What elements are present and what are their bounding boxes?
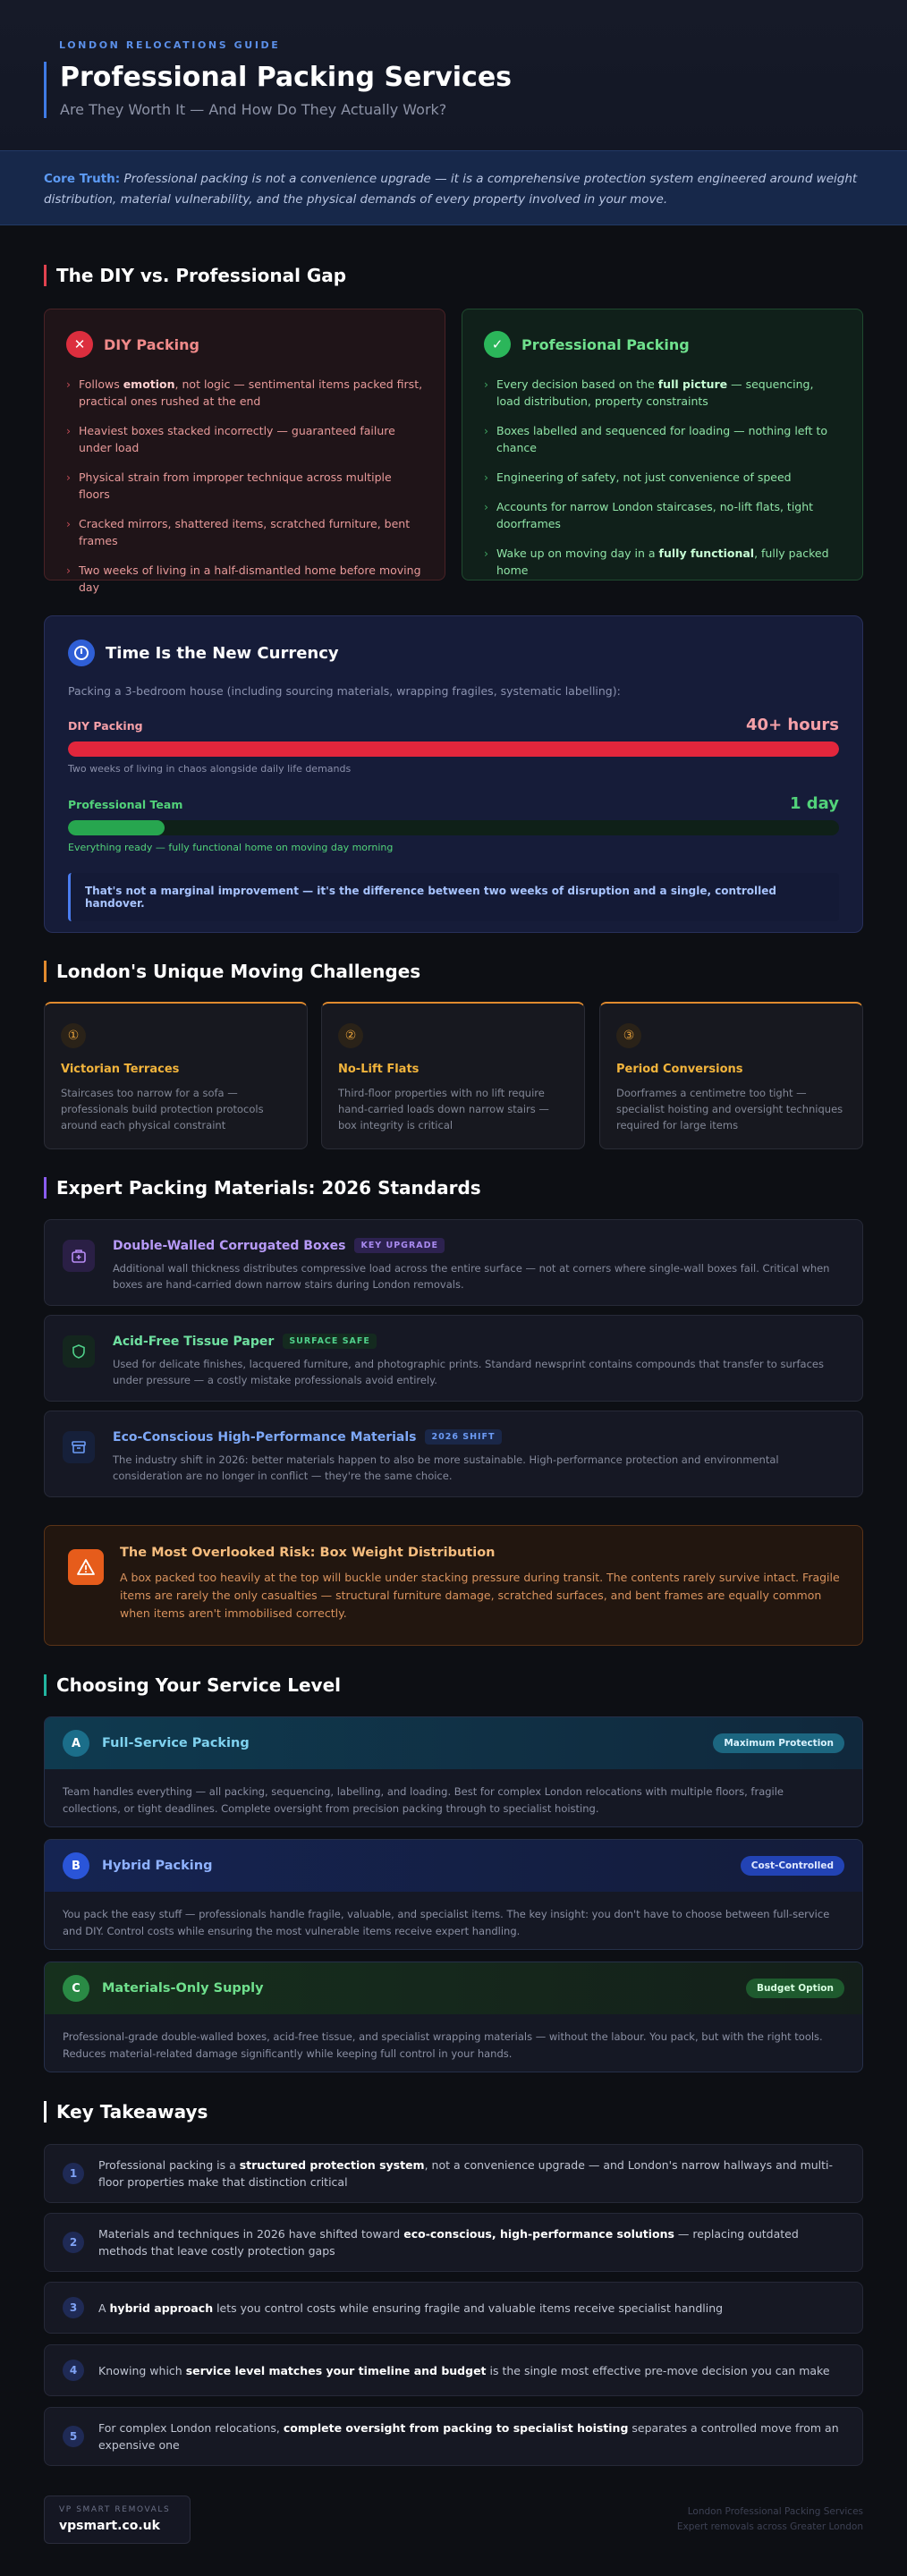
footer-tagline <box>677 2504 863 2535</box>
risk-callout <box>44 1525 863 1646</box>
challenge-text: Third-floor properties with no lift require hand-carried loads down narrow stairs — box integrity is critical <box>338 1087 549 1131</box>
diy-time-bar <box>68 716 839 775</box>
pro-time-note: Everything ready — fully functional home on moving day morning <box>68 842 394 853</box>
material-text: The industry shift in 2026: better materials happen to also be more sustainable. High-performance protection and environmental consideration are no longer in conflict — they're the same choice. <box>113 1453 779 1482</box>
service-title: Full-Service Packing <box>102 1736 250 1750</box>
service-pill: Maximum Protection <box>713 1733 844 1753</box>
hero-header <box>0 0 907 150</box>
footer-tagline-1: London Professional Packing Services <box>687 2506 863 2517</box>
section-title-service: Choosing Your Service Level <box>44 1674 341 1696</box>
pro-time-value: 1 day <box>789 794 839 813</box>
takeaway-number: 3 <box>63 2297 84 2318</box>
service-letter: B <box>63 1852 89 1879</box>
service-level-c <box>44 1962 863 2072</box>
material-badge: SURFACE SAFE <box>283 1334 377 1349</box>
diy-list-item: › Heaviest boxes stacked incorrectly — guaranteed failure under load <box>66 422 423 456</box>
material-badge: 2026 SHIFT <box>425 1429 501 1445</box>
service-text: You pack the easy stuff — professionals handle fragile, valuable, and specialist items. The key insight: you don't have to choose between full-service and DIY. Control costs while ensuring the most vulnerable items receive expert handling. <box>63 1908 830 1937</box>
time-card <box>44 615 863 933</box>
x-icon: ✕ <box>66 331 93 358</box>
archive-icon <box>63 1431 95 1463</box>
time-title: Time Is the New Currency <box>106 643 339 663</box>
material-title: Acid-Free Tissue Paper <box>113 1334 275 1349</box>
takeaway-number: 2 <box>63 2232 84 2253</box>
footer-tagline-2: Expert removals across Greater London <box>676 2521 863 2532</box>
challenge-card <box>599 1002 863 1149</box>
service-pill: Budget Option <box>746 1979 844 1998</box>
core-truth-label: Core Truth: <box>44 172 121 186</box>
page-title: Professional Packing Services <box>60 62 513 93</box>
challenge-text: Staircases too narrow for a sofa — professionals build protection protocols around each physical constraint <box>61 1087 264 1131</box>
diy-list-item: › Cracked mirrors, shattered items, scratched furniture, bent frames <box>66 515 423 549</box>
takeaway-item <box>44 2213 863 2272</box>
diy-time-label: DIY Packing <box>68 719 143 733</box>
service-letter: A <box>63 1730 89 1757</box>
takeaway-number: 1 <box>63 2163 84 2184</box>
service-text: Team handles everything — all packing, sequencing, labelling, and loading. Best for complex London relocations with multiple floors, fragile collections, or tight deadlines. Complete oversight from precision packing through to specialist hoisting. <box>63 1785 784 1815</box>
pro-list-item: › Boxes labelled and sequenced for loading — nothing left to chance <box>484 422 841 456</box>
pro-list <box>484 376 841 579</box>
takeaway-text: Professional packing is a structured protection system, not a convenience upgrade — and London's narrow hallways and multi-floor properties make that distinction critical <box>98 2158 834 2189</box>
title-block <box>44 62 863 118</box>
pro-list-item: › Engineering of safety, not just convenience of speed <box>484 469 841 486</box>
takeaway-text: Materials and techniques in 2026 have shifted toward eco-conscious, high-performance solutions — replacing outdated methods that leave costly protection gaps <box>98 2227 799 2258</box>
diy-card <box>44 309 445 594</box>
diy-list-item: › Two weeks of living in a half-dismantled home before moving day <box>66 562 423 596</box>
footer-brand-name: VP SMART REMOVALS <box>59 2505 171 2514</box>
diy-list-item: › Physical strain from improper technique across multiple floors <box>66 469 423 503</box>
material-card <box>44 1315 863 1402</box>
challenge-title: Period Conversions <box>616 1063 743 1076</box>
material-title: Double-Walled Corrugated Boxes <box>113 1238 346 1253</box>
takeaway-text: A hybrid approach lets you control costs while ensuring fragile and valuable items receive specialist handling <box>98 2301 724 2315</box>
pro-list-item: › Accounts for narrow London staircases, no-lift flats, tight doorframes <box>484 498 841 532</box>
service-pill: Cost-Controlled <box>741 1856 844 1876</box>
pro-card <box>462 309 863 580</box>
check-icon: ✓ <box>484 331 511 358</box>
challenge-number: ② <box>338 1023 363 1048</box>
challenge-text: Doorframes a centimetre too tight — specialist hoisting and oversight techniques required for large items <box>616 1087 843 1131</box>
warning-icon <box>68 1549 104 1585</box>
takeaway-text: Knowing which service level matches your timeline and budget is the single most effective pre-move decision you can make <box>98 2363 830 2377</box>
challenge-number: ③ <box>616 1023 641 1048</box>
service-level-b <box>44 1839 863 1950</box>
diy-time-note: Two weeks of living in chaos alongside daily life demands <box>68 763 352 775</box>
challenge-card <box>44 1002 308 1149</box>
time-intro: Packing a 3-bedroom house (including sourcing materials, wrapping fragiles, systematic labelling): <box>68 684 621 698</box>
diy-heading: DIY Packing <box>104 335 199 353</box>
risk-text: A box packed too heavily at the top will buckle under stacking pressure during transit. The contents rarely survive intact. Fragile items are rarely the only casualties — structural furniture damage, scratched surfaces, and bent frames are equally common when items aren't immobilised correctly. <box>120 1571 840 1620</box>
shield-icon <box>63 1335 95 1368</box>
pro-list-item: › Wake up on moving day in a fully functional, fully packed home <box>484 545 841 579</box>
diy-bar-fill <box>68 741 839 757</box>
diy-list-item: › Follows emotion, not logic — sentimental items packed first, practical ones rushed at the end <box>66 376 423 410</box>
diy-time-value: 40+ hours <box>746 716 839 734</box>
material-badge: KEY UPGRADE <box>354 1238 445 1253</box>
service-title: Materials-Only Supply <box>102 1981 264 1996</box>
takeaway-item <box>44 2407 863 2466</box>
material-text: Additional wall thickness distributes compressive load across the entire surface — not at corners where single-wall boxes fail. Critical when boxes are hand-carried down narrow stairs during London removals. <box>113 1262 830 1291</box>
section-title-london: London's Unique Moving Challenges <box>44 961 420 982</box>
clock-icon <box>68 640 95 666</box>
pro-list-item: › Every decision based on the full picture — sequencing, load distribution, property constraints <box>484 376 841 410</box>
challenge-title: No-Lift Flats <box>338 1063 420 1076</box>
footer-url[interactable]: vpsmart.co.uk <box>59 2519 160 2533</box>
takeaway-number: 4 <box>63 2360 84 2381</box>
page-subtitle: Are They Worth It — And How Do They Actually Work? <box>60 101 447 118</box>
service-title: Hybrid Packing <box>102 1859 213 1873</box>
section-title-takeaways: Key Takeaways <box>44 2101 208 2123</box>
takeaway-item <box>44 2144 863 2203</box>
takeaway-number: 5 <box>63 2426 84 2447</box>
section-title-gap: The DIY vs. Professional Gap <box>44 265 346 286</box>
risk-title: The Most Overlooked Risk: Box Weight Distribution <box>120 1546 496 1560</box>
challenge-title: Victorian Terraces <box>61 1063 180 1076</box>
box-icon <box>63 1240 95 1272</box>
service-level-a <box>44 1716 863 1827</box>
section-title-materials: Expert Packing Materials: 2026 Standards <box>44 1177 481 1199</box>
service-text: Professional-grade double-walled boxes, acid-free tissue, and specialist wrapping materials — without the labour. You pack, but with the right tools. Reduces material-related damage significantly while keeping full control in your hands. <box>63 2030 823 2060</box>
challenge-card <box>321 1002 585 1149</box>
header-kicker: LONDON RELOCATIONS GUIDE <box>59 39 281 51</box>
material-card <box>44 1219 863 1306</box>
core-truth-banner <box>0 150 907 225</box>
material-text: Used for delicate finishes, lacquered furniture, and photographic prints. Standard newsprint contains compounds that transfer to surfaces under pressure — a costly mistake professionals avoid entirely. <box>113 1358 824 1386</box>
service-letter: C <box>63 1975 89 2002</box>
pro-heading: Professional Packing <box>521 335 690 353</box>
material-card <box>44 1411 863 1497</box>
pro-bar-fill <box>68 820 165 835</box>
core-truth-text: Professional packing is not a convenience upgrade — it is a comprehensive protection system engineered around weight distribution, material vulnerability, and the physical demands of every property involved in your move. <box>44 172 858 207</box>
time-quote: That's not a marginal improvement — it's the difference between two weeks of disruption and a single, controlled handover. <box>68 873 839 921</box>
challenge-number: ① <box>61 1023 86 1048</box>
takeaway-item <box>44 2344 863 2396</box>
diy-list <box>66 376 423 596</box>
pro-time-bar <box>68 794 839 853</box>
material-title: Eco-Conscious High-Performance Materials <box>113 1429 417 1445</box>
takeaway-item <box>44 2282 863 2334</box>
takeaway-text: For complex London relocations, complete oversight from packing to specialist hoisting separates a controlled move from an expensive one <box>98 2421 839 2452</box>
footer-brand <box>44 2496 191 2544</box>
pro-time-label: Professional Team <box>68 798 183 811</box>
